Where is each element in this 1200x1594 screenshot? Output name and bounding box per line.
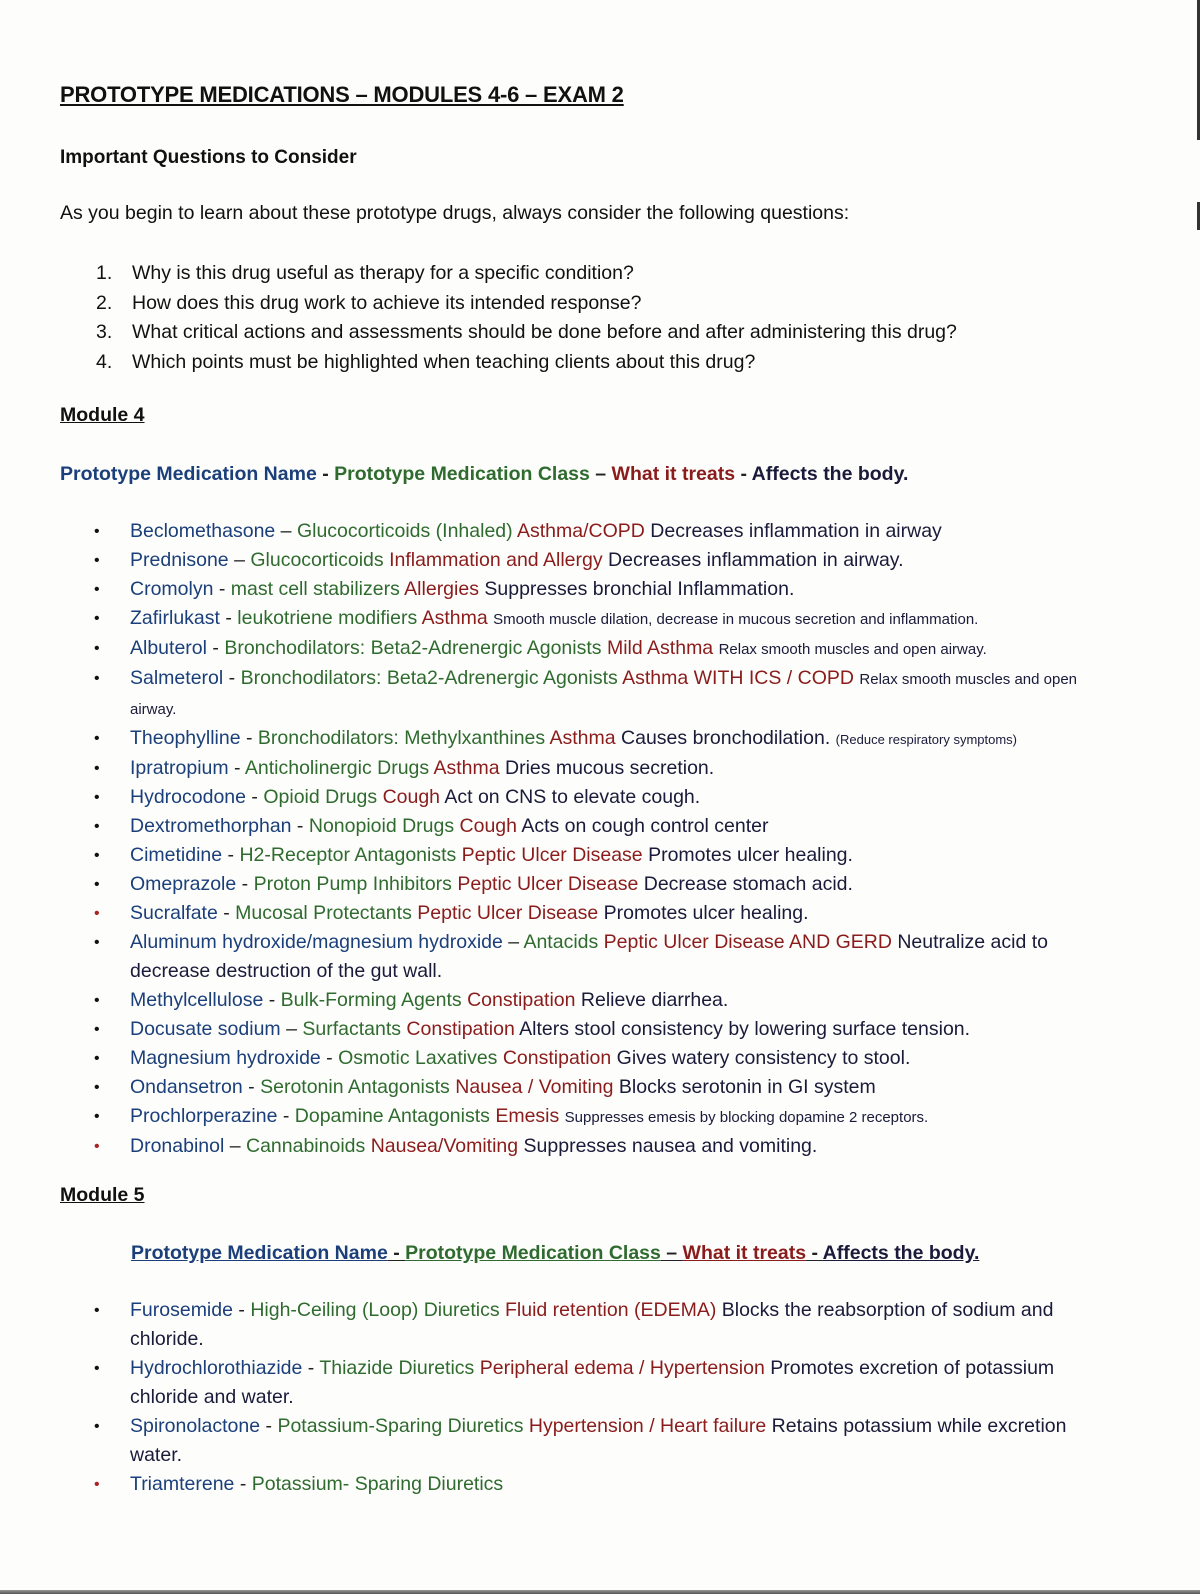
medication-class: Surfactants xyxy=(302,1018,407,1040)
bullet-icon: • xyxy=(94,1360,100,1377)
bullet-icon: • xyxy=(94,640,100,657)
list-item xyxy=(92,1296,1112,1354)
list-item xyxy=(92,1354,1112,1412)
legend-separator: – xyxy=(660,1242,683,1264)
medication-name: Methylcellulose xyxy=(130,989,264,1011)
separator: - xyxy=(291,815,309,837)
treats-condition: Cough xyxy=(459,815,522,837)
medication-class: mast cell stabilizers xyxy=(230,578,405,600)
module-5-medication-list xyxy=(92,1296,1112,1499)
body-effect: Act on CNS to elevate cough. xyxy=(444,786,701,808)
medication-class: Potassium- Sparing Diuretics xyxy=(251,1473,504,1495)
list-item xyxy=(92,841,1112,870)
body-effect: Relax smooth muscles and open airway. xyxy=(130,671,1078,718)
legend-separator: - xyxy=(806,1242,823,1264)
bullet-icon: • xyxy=(94,1050,100,1067)
body-effect: Blocks the reabsorption of sodium and chloride. xyxy=(130,1299,1054,1350)
module-5-heading: Module 5 xyxy=(60,1184,145,1206)
medication-class: Mucosal Protectants xyxy=(235,902,418,924)
list-item xyxy=(92,1412,1112,1470)
bullet-icon: • xyxy=(94,818,100,835)
body-effect: Neutralize acid to decrease destruction of the gut wall. xyxy=(130,931,1049,982)
body-effect: Relax smooth muscles and open airway. xyxy=(718,641,987,658)
separator: - xyxy=(302,1357,320,1379)
questions-list xyxy=(90,259,957,377)
medication-class: Bronchodilators: Beta2-Adrenergic Agonists xyxy=(240,667,623,689)
list-item xyxy=(92,754,1112,783)
medication-class: Bronchodilators: Methylxanthines xyxy=(257,727,550,749)
medication-name: Omeprazole xyxy=(130,873,237,895)
treats-condition: Nausea/Vomiting xyxy=(370,1135,524,1157)
separator: - xyxy=(219,607,238,629)
treats-condition: Asthma xyxy=(549,727,622,749)
body-effect: Decreases inflammation in airway. xyxy=(608,549,904,571)
medication-class: leukotriene modifiers xyxy=(237,607,422,629)
treats-condition: Asthma xyxy=(433,757,506,779)
bullet-icon: • xyxy=(94,1108,100,1125)
scan-bottom-edge xyxy=(0,1590,1200,1594)
bullet-icon: • xyxy=(94,730,100,747)
intro-paragraph: As you begin to learn about these prototype drugs, always consider the following questions: xyxy=(60,202,850,224)
separator: - xyxy=(240,727,258,749)
medication-name: Sucralfate xyxy=(130,902,218,924)
list-item xyxy=(92,928,1112,986)
body-effect: Suppresses nausea and vomiting. xyxy=(523,1135,818,1157)
bullet-icon: • xyxy=(94,789,100,806)
module-4-heading: Module 4 xyxy=(60,404,145,426)
list-number: 3. xyxy=(96,321,113,343)
medication-name: Magnesium hydroxide xyxy=(130,1047,321,1069)
list-item xyxy=(92,1015,1112,1044)
question-text: How does this drug work to achieve its intended response? xyxy=(132,291,642,314)
body-effect: Gives watery consistency to stool. xyxy=(616,1047,911,1069)
list-item xyxy=(92,517,1112,546)
legend-separator: - xyxy=(316,463,335,485)
separator: - xyxy=(223,667,241,689)
list-item xyxy=(92,724,1112,754)
separator: - xyxy=(228,757,245,779)
body-effect: Acts on cough control center xyxy=(521,815,769,837)
list-number: 2. xyxy=(96,291,113,314)
bullet-icon: • xyxy=(94,552,100,569)
body-effect: Promotes excretion of potassium chloride and water. xyxy=(130,1357,1055,1408)
medication-class: Serotonin Antagonists xyxy=(260,1076,456,1098)
list-item xyxy=(92,1073,1112,1102)
page-title: PROTOTYPE MEDICATIONS – MODULES 4-6 – EXAM 2 xyxy=(60,82,624,107)
body-effect: Blocks serotonin in GI system xyxy=(618,1076,876,1098)
legend-effect: Affects the body. xyxy=(822,1242,980,1264)
separator: - xyxy=(232,1299,251,1321)
legend-treats: What it treats xyxy=(682,1242,807,1264)
legend-effect: Affects the body. xyxy=(751,463,909,485)
body-effect: Causes bronchodilation. xyxy=(621,727,836,749)
color-legend xyxy=(60,463,908,486)
list-item xyxy=(92,664,1112,724)
medication-class: Thiazide Diuretics xyxy=(319,1357,480,1379)
legend-treats: What it treats xyxy=(611,463,736,485)
treats-condition: Constipation xyxy=(467,989,581,1011)
treats-condition: Cough xyxy=(382,786,445,808)
section-subtitle: Important Questions to Consider xyxy=(60,147,357,168)
list-item xyxy=(92,546,1112,575)
body-effect: Relieve diarrhea. xyxy=(580,989,729,1011)
medication-class: Opioid Drugs xyxy=(263,786,383,808)
separator: - xyxy=(246,786,264,808)
separator: - xyxy=(277,1105,295,1127)
medication-name: Cromolyn xyxy=(130,578,214,600)
treats-condition: Asthma WITH ICS / COPD xyxy=(622,667,860,689)
treats-condition: Peptic Ulcer Disease xyxy=(461,844,649,866)
bullet-icon: • xyxy=(94,905,100,922)
separator: - xyxy=(234,1473,252,1495)
medication-class: Bulk-Forming Agents xyxy=(280,989,468,1011)
legend-separator: – xyxy=(589,463,612,485)
medication-name: Triamterene xyxy=(130,1473,235,1495)
list-item xyxy=(90,289,957,319)
separator: – xyxy=(224,1135,246,1157)
medication-name: Spironolactone xyxy=(130,1415,261,1437)
body-effect: Dries mucous secretion. xyxy=(505,757,715,779)
bullet-icon: • xyxy=(94,1138,100,1155)
separator: – xyxy=(280,1018,303,1040)
bullet-icon: • xyxy=(94,992,100,1009)
treats-condition: Fluid retention (EDEMA) xyxy=(505,1299,722,1321)
treats-condition: Peptic Ulcer Disease xyxy=(457,873,644,895)
body-effect: Promotes ulcer healing. xyxy=(603,902,809,924)
list-item xyxy=(92,1132,1112,1161)
bullet-icon: • xyxy=(94,847,100,864)
body-effect: Alters stool consistency by lowering surface tension. xyxy=(519,1018,971,1040)
body-effect: Decrease stomach acid. xyxy=(643,873,853,895)
question-text: What critical actions and assessments should be done before and after administering this drug? xyxy=(132,321,957,343)
medication-name: Dronabinol xyxy=(130,1135,225,1157)
body-effect: Retains potassium while excretion water. xyxy=(130,1415,1067,1466)
body-effect: Smooth muscle dilation, decrease in mucous secretion and inflammation. xyxy=(493,611,979,628)
bullet-icon: • xyxy=(94,1021,100,1038)
list-item xyxy=(92,634,1112,664)
effect-note: (Reduce respiratory symptoms) xyxy=(835,732,1017,747)
legend-name: Prototype Medication Name xyxy=(60,463,317,485)
list-item xyxy=(92,783,1112,812)
list-item xyxy=(92,899,1112,928)
medication-name: Hydrocodone xyxy=(130,786,246,808)
treats-condition: Emesis xyxy=(495,1105,565,1127)
medication-class: Osmotic Laxatives xyxy=(338,1047,503,1069)
bullet-icon: • xyxy=(94,1302,100,1319)
body-effect: Promotes ulcer healing. xyxy=(648,844,853,866)
medication-name: Theophylline xyxy=(130,727,241,749)
medication-name: Docusate sodium xyxy=(130,1018,281,1040)
separator: - xyxy=(236,873,254,895)
medication-class: High-Ceiling (Loop) Diuretics xyxy=(250,1299,505,1321)
medication-name: Ipratropium xyxy=(130,757,229,779)
medication-name: Prochlorperazine xyxy=(130,1105,278,1127)
bullet-icon: • xyxy=(94,1476,100,1493)
list-item xyxy=(92,604,1112,634)
medication-class: Anticholinergic Drugs xyxy=(244,757,434,779)
medication-name: Furosemide xyxy=(130,1299,233,1321)
list-item xyxy=(90,318,957,348)
legend-separator: - xyxy=(735,463,752,485)
treats-condition: Constipation xyxy=(406,1018,520,1040)
separator: - xyxy=(260,1415,278,1437)
medication-class: H2-Receptor Antagonists xyxy=(239,844,462,866)
medication-name: Aluminum hydroxide/magnesium hydroxide xyxy=(130,931,503,953)
legend-class: Prototype Medication Class xyxy=(405,1242,661,1264)
list-item xyxy=(90,348,957,378)
separator: – xyxy=(502,931,524,953)
treats-condition: Inflammation and Allergy xyxy=(389,549,609,571)
legend-class: Prototype Medication Class xyxy=(334,463,590,485)
list-item xyxy=(92,575,1112,604)
medication-name: Prednisone xyxy=(130,549,229,571)
treats-condition: Constipation xyxy=(502,1047,617,1069)
legend-separator: - xyxy=(387,1242,406,1264)
list-item xyxy=(92,1470,1112,1499)
medication-class: Nonopioid Drugs xyxy=(308,815,460,837)
bullet-icon: • xyxy=(94,523,100,540)
medication-name: Salmeterol xyxy=(130,667,224,689)
medication-name: Hydrochlorothiazide xyxy=(130,1357,303,1379)
treats-condition: Peptic Ulcer Disease xyxy=(417,902,604,924)
medication-class: Proton Pump Inhibitors xyxy=(253,873,458,895)
medication-class: Glucocorticoids (Inhaled) xyxy=(296,520,517,542)
treats-condition: Hypertension / Heart failure xyxy=(528,1415,772,1437)
question-text: Which points must be highlighted when teaching clients about this drug? xyxy=(132,350,756,373)
separator: - xyxy=(263,989,281,1011)
color-legend xyxy=(131,1242,979,1265)
separator: – xyxy=(228,549,251,571)
treats-condition: Asthma/COPD xyxy=(516,520,651,542)
medication-class: Dopamine Antagonists xyxy=(294,1105,496,1127)
treats-condition: Peripheral edema / Hypertension xyxy=(479,1357,771,1379)
list-number: 1. xyxy=(96,262,113,284)
bullet-icon: • xyxy=(94,670,100,687)
question-text: Why is this drug useful as therapy for a specific condition? xyxy=(132,262,634,284)
bullet-icon: • xyxy=(94,760,100,777)
list-item xyxy=(92,870,1112,899)
separator: - xyxy=(222,844,240,866)
medication-name: Zafirlukast xyxy=(130,607,220,629)
medication-class: Potassium-Sparing Diuretics xyxy=(277,1415,529,1437)
body-effect: Suppresses emesis by blocking dopamine 2 receptors. xyxy=(564,1109,929,1126)
list-item xyxy=(92,1044,1112,1073)
bullet-icon: • xyxy=(94,1079,100,1096)
separator: – xyxy=(275,520,297,542)
treats-condition: Mild Asthma xyxy=(606,637,719,659)
medication-class: Cannabinoids xyxy=(246,1135,371,1157)
medication-class: Antacids xyxy=(523,931,604,953)
treats-condition: Asthma xyxy=(421,607,494,629)
separator: - xyxy=(206,637,225,659)
medication-name: Albuterol xyxy=(130,637,207,659)
list-item xyxy=(92,986,1112,1015)
separator: - xyxy=(217,902,236,924)
list-item xyxy=(92,1102,1112,1132)
bullet-icon: • xyxy=(94,876,100,893)
treats-condition: Peptic Ulcer Disease AND GERD xyxy=(603,931,898,953)
legend-name: Prototype Medication Name xyxy=(131,1242,388,1264)
bullet-icon: • xyxy=(94,581,100,598)
module-4-medication-list xyxy=(92,517,1112,1161)
list-number: 4. xyxy=(96,350,113,373)
treats-condition: Nausea / Vomiting xyxy=(455,1076,619,1098)
separator: - xyxy=(320,1047,339,1069)
separator: - xyxy=(213,578,231,600)
medication-name: Ondansetron xyxy=(130,1076,243,1098)
body-effect: Decreases inflammation in airway xyxy=(650,520,942,542)
list-item xyxy=(92,812,1112,841)
bullet-icon: • xyxy=(94,934,100,951)
medication-class: Bronchodilators: Beta2-Adrenergic Agonists xyxy=(224,637,607,659)
medication-name: Dextromethorphan xyxy=(130,815,292,837)
separator: - xyxy=(242,1076,261,1098)
medication-name: Cimetidine xyxy=(130,844,223,866)
bullet-icon: • xyxy=(94,610,100,627)
list-item xyxy=(90,259,957,289)
medication-name: Beclomethasone xyxy=(130,520,276,542)
treats-condition: Allergies xyxy=(404,578,485,600)
body-effect: Suppresses bronchial Inflammation. xyxy=(484,578,795,600)
bullet-icon: • xyxy=(94,1418,100,1435)
medication-class: Glucocorticoids xyxy=(250,549,390,571)
